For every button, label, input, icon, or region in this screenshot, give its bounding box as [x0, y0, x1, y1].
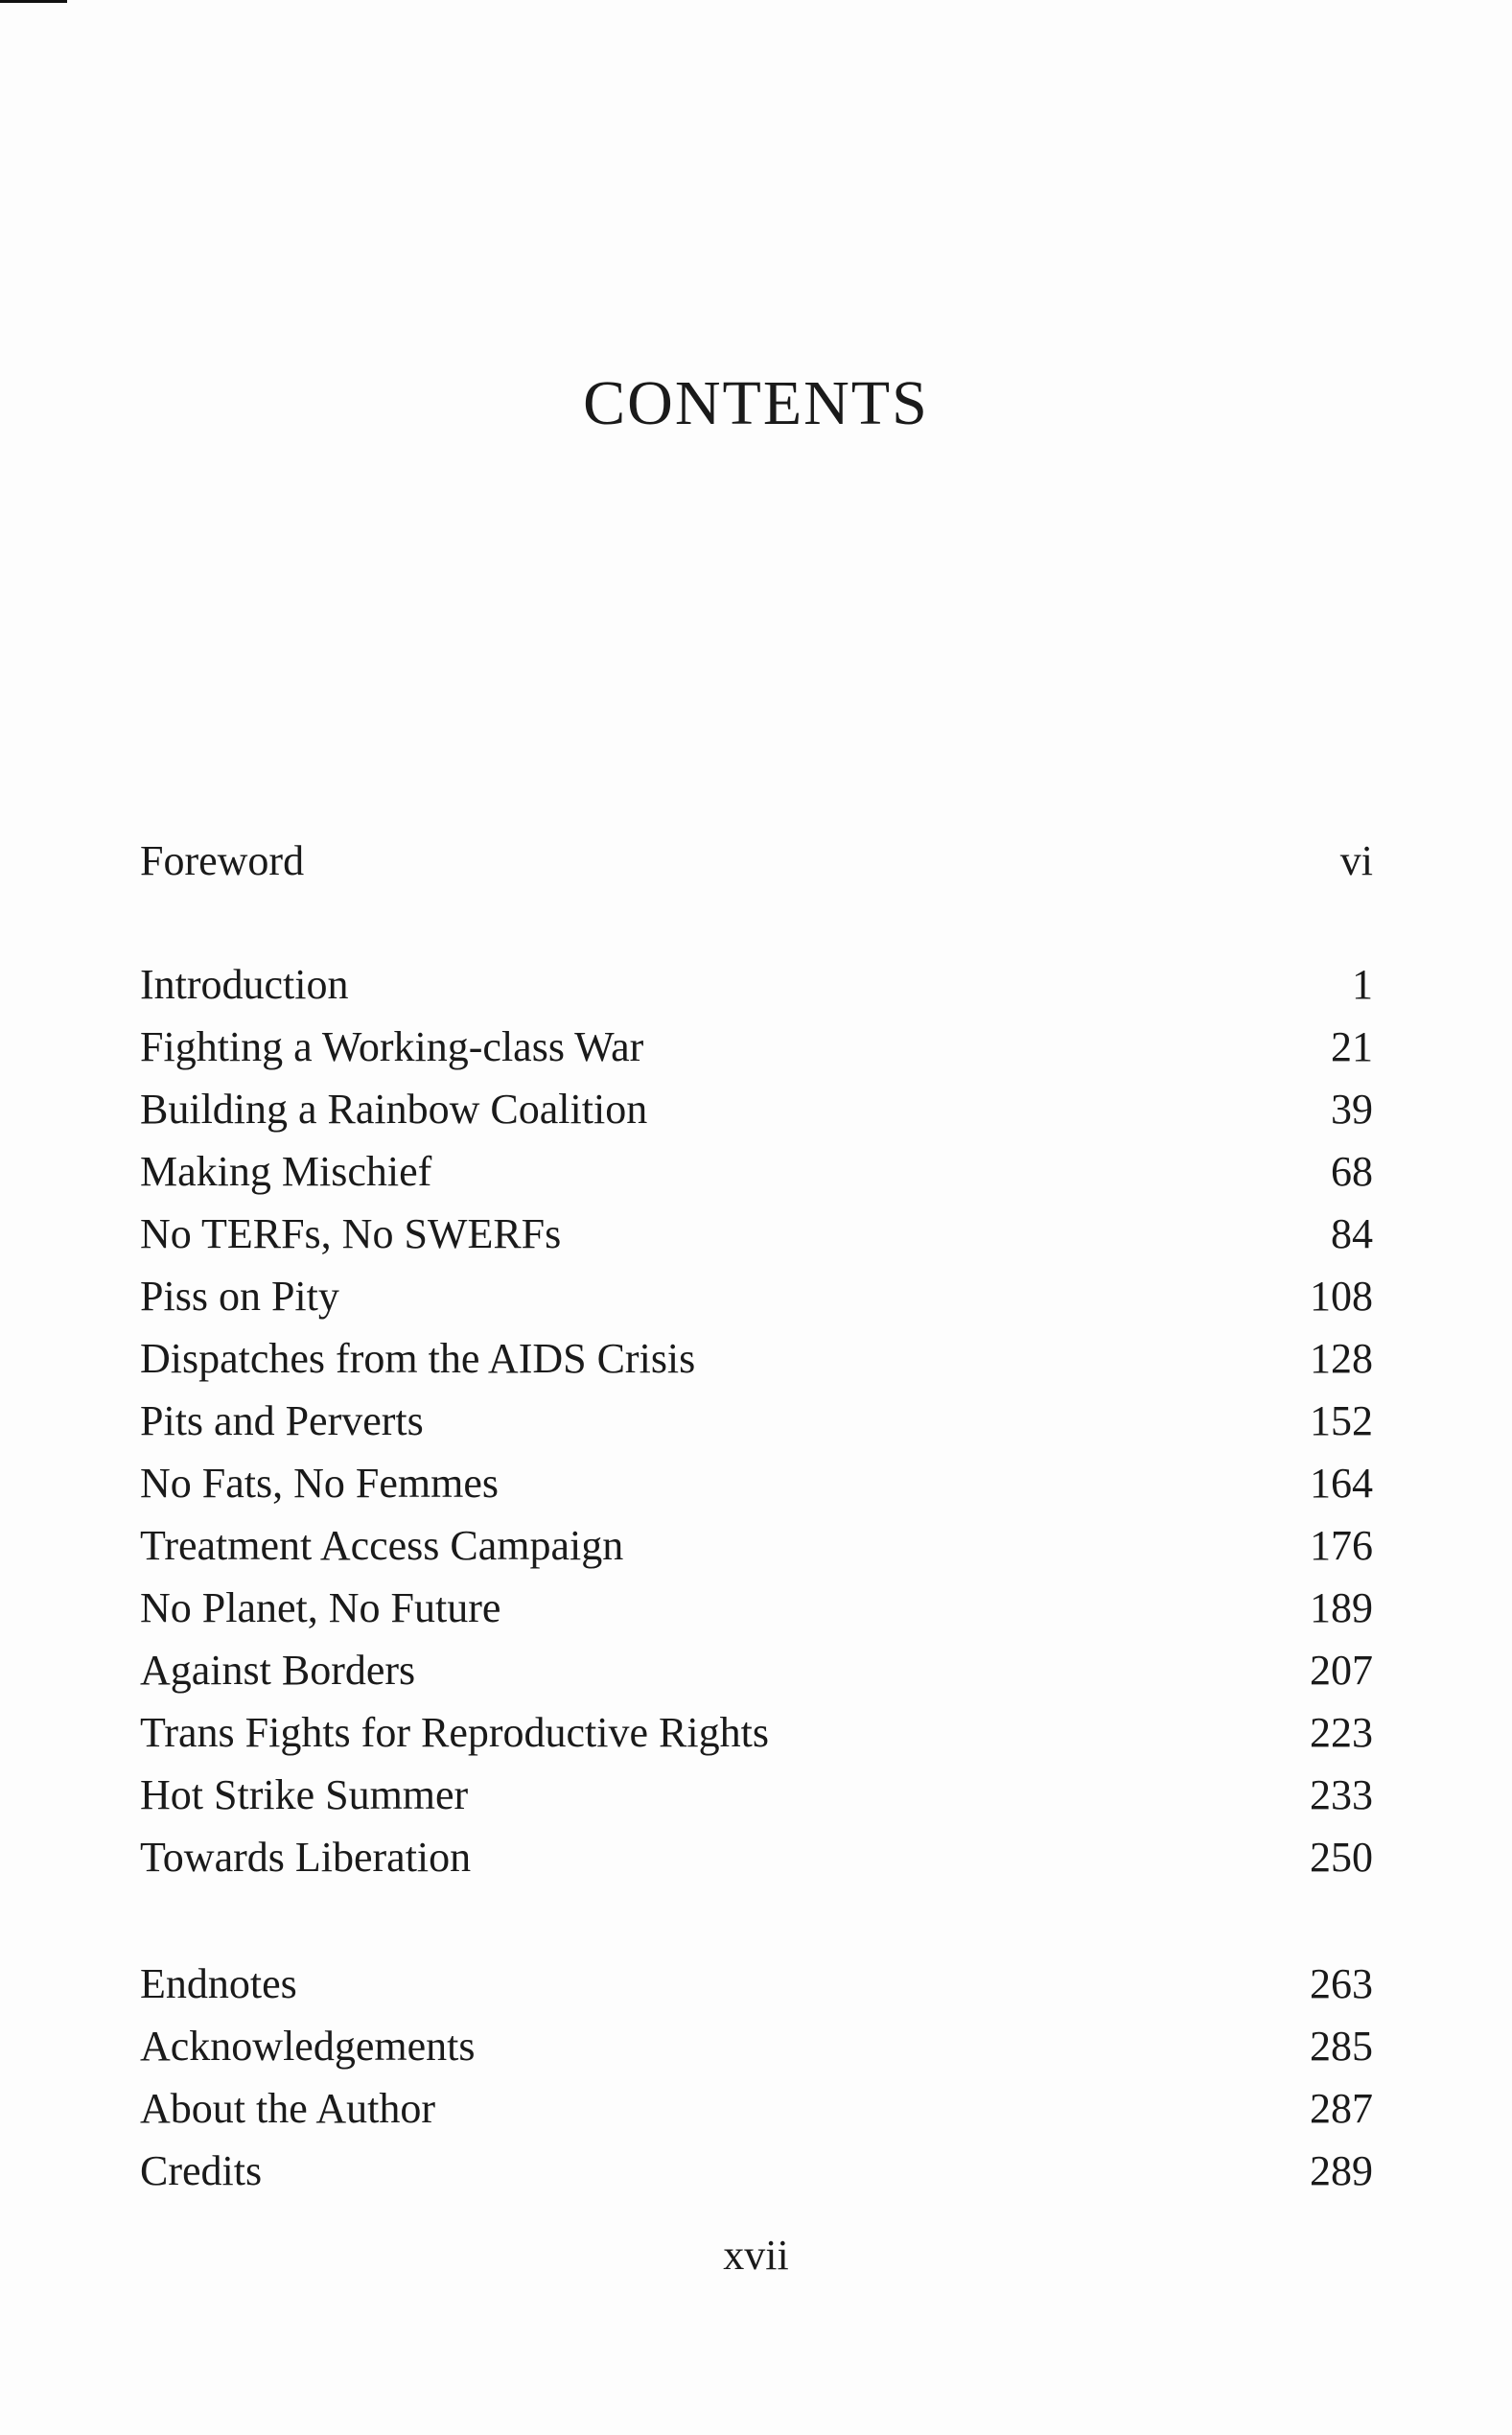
toc-entry-title: Dispatches from the AIDS Crisis [140, 1335, 696, 1382]
toc-entry-page: 287 [1310, 2085, 1373, 2132]
toc-entry-page: 84 [1331, 1210, 1373, 1257]
toc-entry-page: 68 [1331, 1148, 1373, 1195]
toc-entry-title: Pits and Perverts [140, 1397, 424, 1444]
toc-entry [140, 1016, 1373, 1078]
toc-entry-title: Building a Rainbow Coalition [140, 1086, 648, 1133]
toc-entry-page: 189 [1310, 1584, 1373, 1631]
toc-entry-page: 1 [1352, 961, 1373, 1008]
toc-entry-title: About the Author [140, 2085, 435, 2132]
toc-entry-page: 223 [1310, 1709, 1373, 1756]
toc-entry-title: Acknowledgements [140, 2023, 476, 2070]
toc-entry-page: 285 [1310, 2023, 1373, 2070]
toc-entry-title: Credits [140, 2147, 263, 2194]
toc-entry [140, 1327, 1373, 1390]
toc-entry-page: 128 [1310, 1335, 1373, 1382]
toc-entry-page: 176 [1310, 1522, 1373, 1569]
toc-chapters [140, 953, 1373, 1888]
toc-entry-title: Trans Fights for Reproductive Rights [140, 1709, 769, 1756]
toc-entry-page: 289 [1310, 2147, 1373, 2194]
toc-entry-page: 250 [1310, 1834, 1373, 1881]
toc-entry-page: vi [1339, 837, 1373, 884]
toc-entry [140, 1826, 1373, 1888]
toc-entry-page: 21 [1331, 1023, 1373, 1070]
toc-entry [140, 1764, 1373, 1826]
toc-entry-title: Fighting a Working-class War [140, 1023, 644, 1070]
toc-entry-title: Introduction [140, 961, 349, 1008]
toc-entry-title: Hot Strike Summer [140, 1771, 469, 1818]
page-title: CONTENTS [583, 368, 929, 438]
toc-entry-page: 207 [1310, 1647, 1373, 1694]
page-number: xvii [723, 2232, 789, 2279]
toc-entry [140, 830, 1373, 892]
toc-entry [140, 1203, 1373, 1265]
toc-entry-title: Endnotes [140, 1960, 297, 2007]
toc-entry-title: Treatment Access Campaign [140, 1522, 624, 1569]
toc-entry [140, 1140, 1373, 1203]
toc-entry [140, 953, 1373, 1016]
toc-entry-page: 152 [1310, 1397, 1373, 1444]
toc-entry-title: No Planet, No Future [140, 1584, 501, 1631]
toc-entry [140, 2077, 1373, 2140]
toc-entry-title: Making Mischief [140, 1148, 432, 1195]
toc-entry-title: Piss on Pity [140, 1273, 339, 1320]
toc-entry-title: Towards Liberation [140, 1834, 472, 1881]
toc-entry-page: 263 [1310, 1960, 1373, 2007]
toc-entry [140, 1514, 1373, 1577]
toc-entry-page: 164 [1310, 1460, 1373, 1507]
toc-front-matter [140, 830, 1373, 892]
toc-entry [140, 1265, 1373, 1327]
toc-entry-title: No TERFs, No SWERFs [140, 1210, 562, 1257]
toc-entry-title: No Fats, No Femmes [140, 1460, 499, 1507]
toc-entry-page: 108 [1310, 1273, 1373, 1320]
toc-entry-page: 233 [1310, 1771, 1373, 1818]
toc-entry [140, 2140, 1373, 2202]
scan-edge-mark [0, 0, 67, 3]
toc-entry [140, 1953, 1373, 2015]
toc-entry-title: Against Borders [140, 1647, 416, 1694]
toc-entry-page: 39 [1331, 1086, 1373, 1133]
toc-entry [140, 1639, 1373, 1701]
toc-entry [140, 2015, 1373, 2077]
toc-entry-title: Foreword [140, 837, 305, 884]
toc-entry [140, 1452, 1373, 1514]
toc-entry [140, 1078, 1373, 1140]
toc-entry [140, 1390, 1373, 1452]
toc-back-matter [140, 1953, 1373, 2202]
toc-entry [140, 1577, 1373, 1639]
toc-entry [140, 1701, 1373, 1764]
